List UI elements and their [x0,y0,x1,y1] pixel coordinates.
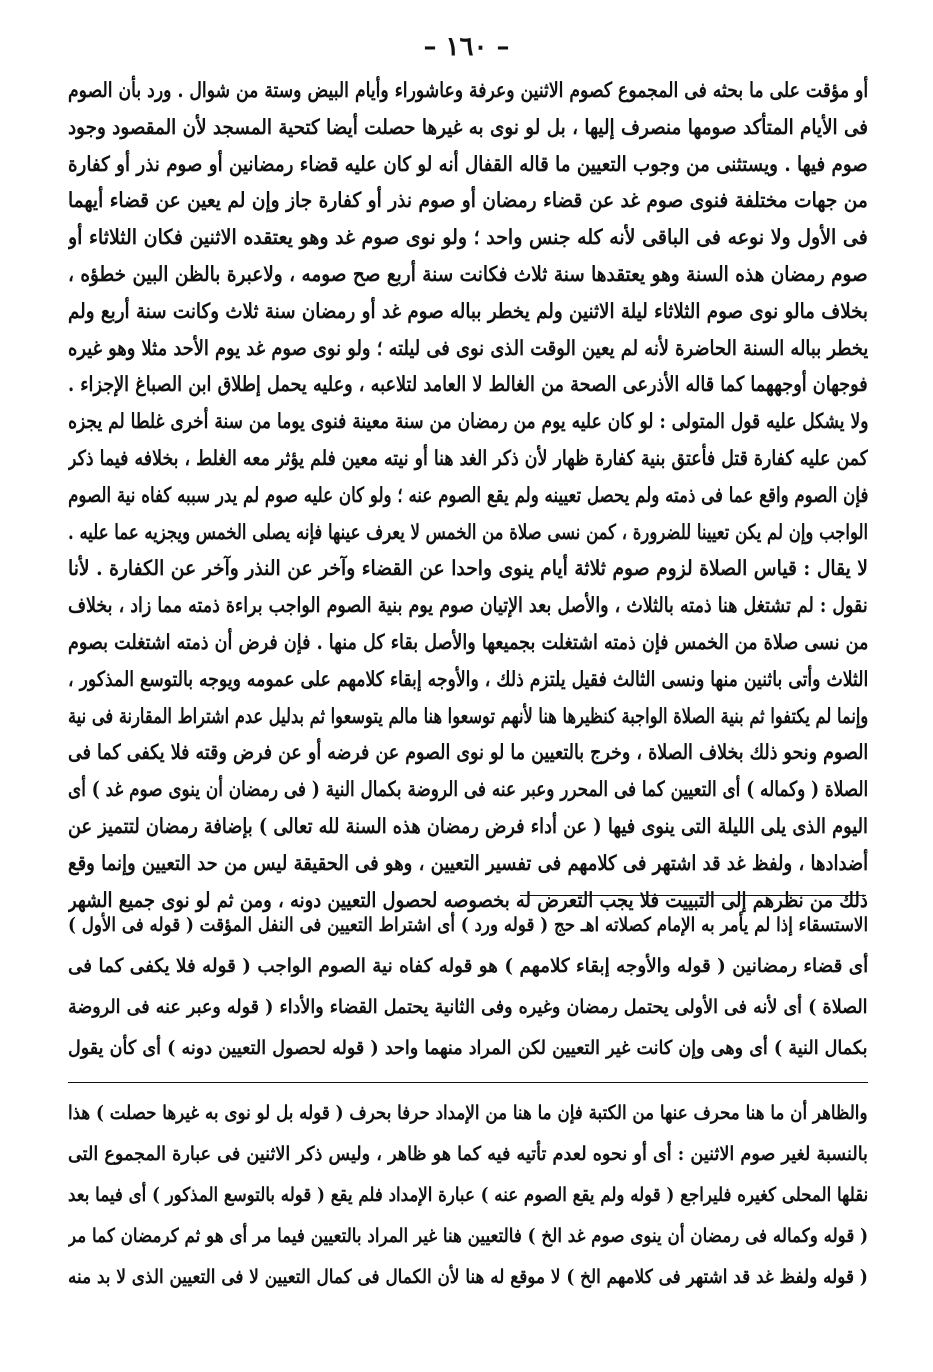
footnote-1-line: أى قضاء رمضانين ( قوله والأوجه إبقاء كلامهم ) هو قوله كفاه نية الصوم الواجب ( قوله فلا يكفى كما فى [68,955,868,977]
main-text-line: ذلك من نظرهم إلى التبييت فلا يجب التعرض له بخصوصه لحصول التعيين دونه ، ومن ثم لو نوى جميع الشهر [68,887,868,912]
footnote-2-line: والظاهر أن ما هنا محرف عنها من الكتبة فإن ما هنا من الإمداد حرفا بحرف ( قوله بل لو نوى به غيرها حصلت ) هذا [68,1102,868,1124]
main-text-line: فى الأيام المتأكد صومها منصرف إليها ، بل لو نوى به غيرها حصلت أيضا كتحية المسجد لأن المقصود وجود [68,114,868,139]
main-text-line: وإنما لم يكتفوا ثم بنية الصلاة الواجبة كنظيرها هنا لأنهم توسعوا هنا مالم يتوسعوا ثم بدليل عدم اشتراط المقارنة فى نية [68,703,868,728]
footnote-2-line: ( قوله وكماله فى رمضان أن ينوى صوم غد الخ ) فالتعيين هنا غير المراد بالتعيين فيما مر أى هو ثم كرمضان كما مر [68,1225,868,1247]
footnote-1-line: الصلاة ) أى لأنه فى الأولى يحتمل رمضان وغيره وفى الثانية يحتمل القضاء والأداء ( قوله وعبر عنه فى الروضة [68,996,868,1018]
main-text-line: أضدادها ، ولفظ غد قد اشتهر فى كلامهم فى تفسير التعيين ، وهو فى الحقيقة ليس من حد التعيين وإنما وقع [68,850,868,875]
main-text-line: اليوم الذى يلى الليلة التى ينوى فيها ( عن أداء فرض رمضان هذه السنة لله تعالى ) بإضافة رمضان لتتميز عن [68,813,868,838]
main-text-line: الصوم ونحو ذلك بخلاف الصلاة ، وخرج بالتعيين ما لو نوى الصوم عن فرضه أو عن فرض وقته فلا يكفى كما فى [68,740,868,765]
page-number: – ١٦٠ – [423,32,510,62]
main-text-line: كمن عليه كفارة قتل فأعتق بنية كفارة ظهار لأن ذكر الغد هنا أو نيته معين فلم يؤثر معه الغلط ، بخلافه فيما ذكر [68,445,868,470]
main-text-line: يخطر بباله السنة الحاضرة لأنه لم يعين الوقت الذى نوى فى ليلته ؛ ولو نوى صوم غد يوم الأحد مثلا وهو غيره [68,335,868,360]
main-text-line: نقول : لم تشتغل هنا ذمته بالثلاث ، والأصل بعد الإتيان صوم يوم بنية الصوم الواجب براءة ذمته مما زاد ، بخلاف [68,593,868,618]
main-text-line: صوم فيها . ويستثنى من وجوب التعيين ما قاله القفال أنه لو كان عليه قضاء رمضانين أو صوم نذر أو كفارة [68,151,868,176]
footnote-1-line: الاستسقاء إذا لم يأمر به الإمام كصلاته اهـ حج ( قوله ورد ) أى اشتراط التعيين فى النفل المؤقت ( قوله فى الأول ) [68,914,868,936]
footnote-2-line: بالنسبة لغير صوم الاثنين : أى أو نحوه لعدم تأتيه فيه كما هو ظاهر ، وليس ذكر الاثنين فى عبارة المجموع التى [68,1143,868,1165]
main-text-line: من نسى صلاة من الخمس فإن ذمته اشتغلت بجميعها والأصل بقاء كل منها . فإن فرض أن ذمته اشتغلت بصوم [68,629,868,654]
main-text-line: فوجهان أوجههما كما قاله الأذرعى الصحة من الغالط لا العامد لتلاعبه ، وعليه يحمل إطلاق ابن الصباغ الإجزاء . [68,372,868,397]
footnote-1-line: بكمال النية ) أى وهى وإن كانت غير التعيين لكن المراد منهما واحد ( قوله لحصول التعيين دونه ) أى كأن يقول [68,1037,868,1059]
main-text-line: أو مؤقت على ما بحثه فى المجموع كصوم الاثنين وعرفة وعاشوراء وأيام البيض وستة من شوال . ورد بأن الصوم [68,78,868,102]
main-text-line: لا يقال : قياس الصلاة لزوم صوم ثلاثة أيام ينوى واحدا عن القضاء وآخر عن النذر وآخر عن الكفارة . لأنا [68,556,868,581]
commentary-separator-rule [68,1082,868,1083]
footnote-2-line: نقلها المحلى كغيره فليراجع ( قوله ولم يقع الصوم عنه ) عبارة الإمداد فلم يقع ( قوله بالتوسع المذكور ) أى فيما بعد [68,1184,868,1206]
footnote-block-1 [68,905,868,1069]
main-text-line: الصلاة ( وكماله ) أى التعيين كما فى المحرر وعبر عنه فى الروضة بكمال النية ( فى رمضان أن ينوى صوم غد ) أى [68,777,868,802]
main-text-line: فإن الصوم واقع عما فى ذمته ولم يحصل تعيينه ولم يقع الصوم عنه ؛ ولو كان عليه صوم لم يدر سببه كفاه نية الصوم [68,482,868,507]
main-text-line: من جهات مختلفة فنوى صوم غد عن قضاء رمضان أو صوم نذر أو كفارة جاز وإن لم يعين عن قضاء أيهما [68,188,868,213]
main-text-line: الثلاث وأتى باثنين منها ونسى الثالث فقيل يلتزم ذلك ، والأوجه إبقاء كلامهم على عمومه ويوجه بالتوسع المذكور ، [68,666,868,691]
main-text-line: صوم رمضان هذه السنة وهو يعتقدها سنة ثلاث فكانت سنة أربع صح صومه ، ولاعبرة بالظن البين خطؤه ، [68,261,868,286]
main-text-line: ولا يشكل عليه قول المتولى : لو كان عليه يوم من رمضان من سنة معينة فنوى يوما من سنة أخرى غلطا لم يجزه [68,409,868,434]
main-text-line: فى الأول ولا نوعه فى الباقى لأنه كله جنس واحد ؛ ولو نوى صوم غد وهو يعتقده الاثنين فكان الثلاثاء أو [68,225,868,250]
footnote-separator-rule [520,895,866,896]
main-text-line: الواجب وإن لم يكن تعيينا للضرورة ، كمن نسى صلاة من الخمس لا يعرف عينها فإنه يصلى الخمس ويجزيه عما عليه . [68,519,868,544]
footnote-block-2 [68,1093,868,1298]
main-text-line: بخلاف مالو نوى صوم الثلاثاء ليلة الاثنين ولم يخطر بباله صوم غد أو رمضان سنة ثلاث وكانت سنة أربع ولم [68,298,868,323]
footnote-2-line: ( قوله ولفظ غد قد اشتهر فى كلامهم الخ ) لا موقع له هنا لأن الكمال فى كمال التعيين لا فى التعيين الذى لا بد منه [68,1266,868,1288]
main-text-body [68,72,868,918]
